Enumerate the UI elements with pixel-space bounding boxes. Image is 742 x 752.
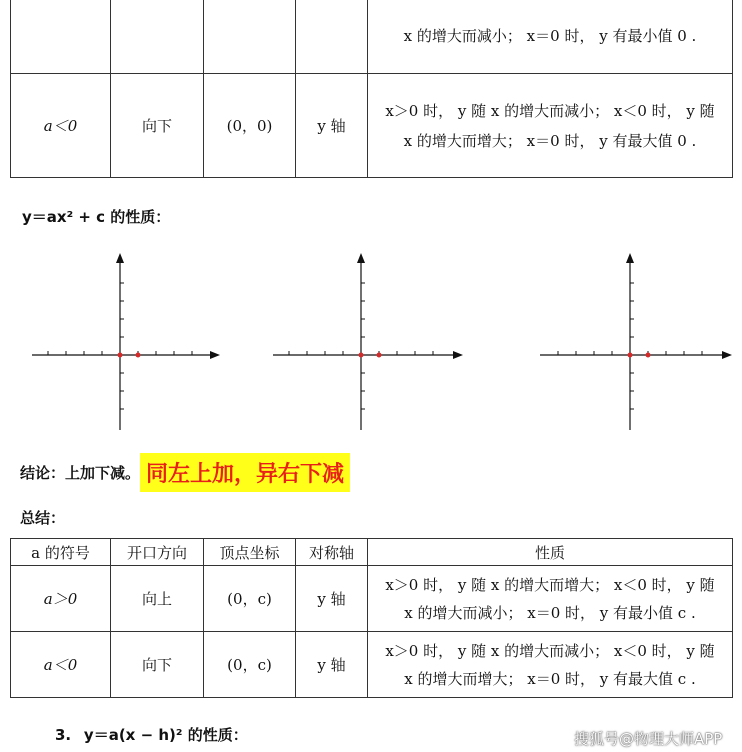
header-a-sign: a 的符号 <box>11 539 111 566</box>
origin-point <box>359 353 364 358</box>
axis-cell: y 轴 <box>296 566 368 632</box>
graph-3 <box>540 253 732 430</box>
summary-table <box>10 538 733 698</box>
a-sign-cell: a＜0 <box>11 632 111 698</box>
origin-point <box>628 353 633 358</box>
summary-label: 总结： <box>20 509 66 527</box>
table-row <box>11 632 733 698</box>
x-arrow-icon <box>210 351 220 359</box>
unit-point <box>136 353 141 358</box>
property-line: x＞0 时， y 随 x 的增大而减小； x＜0 时， y 随 <box>385 641 715 660</box>
a-sign-cell: a＞0 <box>11 566 111 632</box>
unit-point <box>646 353 651 358</box>
top-property-table <box>10 0 733 178</box>
table-cell <box>111 0 204 74</box>
vertex-cell: (0，c) <box>204 632 296 698</box>
property-line: x 的增大而增大； x＝0 时， y 有最大值 0 . <box>403 131 697 150</box>
axis-cell: y 轴 <box>296 74 368 178</box>
table-cell <box>296 0 368 74</box>
x-arrow-icon <box>453 351 463 359</box>
direction-cell: 向上 <box>111 566 204 632</box>
table-header-row <box>11 539 733 566</box>
conclusion <box>20 452 350 492</box>
property-cell <box>368 566 733 632</box>
conclusion-highlight: 同左上加，异右下减 <box>140 453 350 492</box>
unit-point <box>377 353 382 358</box>
y-arrow-icon <box>357 253 365 263</box>
header-axis: 对称轴 <box>296 539 368 566</box>
property-cell <box>368 632 733 698</box>
next-section-heading <box>55 724 248 745</box>
a-sign-cell: a＜0 <box>11 74 111 178</box>
conclusion-prefix: 结论：上加下减。 <box>20 463 141 482</box>
header-property: 性质 <box>368 539 733 566</box>
table-row <box>11 566 733 632</box>
table-cell <box>11 0 111 74</box>
y-arrow-icon <box>626 253 634 263</box>
x-arrow-icon <box>722 351 732 359</box>
graphs-area <box>0 250 742 435</box>
direction-cell: 向下 <box>111 74 204 178</box>
property-line: x 的增大而减小； x＝0 时， y 有最小值 c . <box>404 603 696 622</box>
y-arrow-icon <box>116 253 124 263</box>
table-row <box>11 0 733 74</box>
property-line: x 的增大而增大； x＝0 时， y 有最大值 c . <box>404 669 696 688</box>
graph-1 <box>32 253 220 430</box>
property-cell <box>368 74 733 178</box>
vertex-cell: (0，c) <box>204 566 296 632</box>
table-cell <box>204 0 296 74</box>
property-line: x＞0 时， y 随 x 的增大而减小； x＜0 时， y 随 <box>385 101 715 120</box>
section-number: 3. <box>55 726 72 744</box>
vertex-cell: (0，0) <box>204 74 296 178</box>
section-formula: y＝ax² + c 的性质： <box>22 208 171 226</box>
y-ticks <box>361 283 365 409</box>
header-vertex: 顶点坐标 <box>204 539 296 566</box>
axis-cell: y 轴 <box>296 632 368 698</box>
direction-cell: 向下 <box>111 632 204 698</box>
section-formula: y＝a(x − h)² 的性质： <box>83 726 248 744</box>
table-row <box>11 74 733 178</box>
watermark: 搜狐号@物理大师APP <box>574 730 723 748</box>
header-direction: 开口方向 <box>111 539 204 566</box>
origin-point <box>118 353 123 358</box>
property-line: x＞0 时， y 随 x 的增大而增大； x＜0 时， y 随 <box>385 575 715 594</box>
property-cell <box>368 0 733 74</box>
property-text: x 的增大而减小； x＝0 时， y 有最小值 0 . <box>403 27 697 45</box>
graph-2 <box>273 253 463 430</box>
